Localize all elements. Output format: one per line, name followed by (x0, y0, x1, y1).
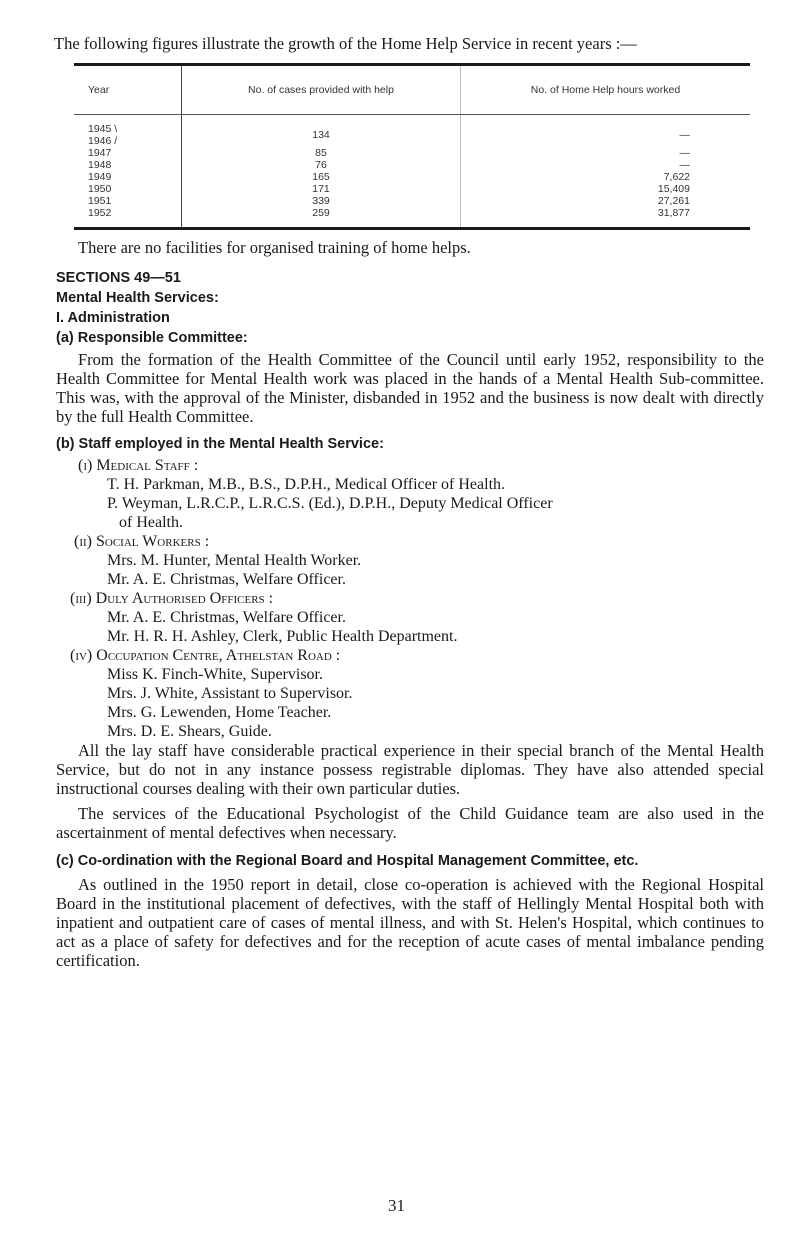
occupation-centre-label: (iv) Occupation Centre, Athelstan Road : (70, 647, 341, 664)
hours-cell: — (461, 147, 751, 159)
col-header-cases: No. of cases provided with help (182, 65, 461, 115)
staff-entry-cont: of Health. (119, 514, 183, 531)
cases-cell: 165 (182, 171, 461, 183)
year-cell: 1948 (88, 159, 112, 171)
year-cell (74, 115, 182, 148)
staff-entry: Mrs. J. White, Assistant to Supervisor. (107, 685, 353, 702)
year-cell: 1952 (88, 207, 112, 219)
cases-cell: 339 (182, 195, 461, 207)
staff-entry: Mr. A. E. Christmas, Welfare Officer. (107, 609, 346, 626)
staff-entry: Mrs. G. Lewenden, Home Teacher. (107, 704, 332, 721)
year-cell: 1951 (88, 195, 112, 207)
mental-health-heading: Mental Health Services: (56, 290, 219, 306)
col-header-year: Year (74, 65, 182, 115)
table-row (74, 159, 750, 171)
table-header-row (74, 65, 750, 115)
table-row (74, 115, 750, 148)
coordination-heading: (c) Co-ordination with the Regional Board and Hospital Management Committee, etc. (56, 853, 639, 869)
table-row (74, 195, 750, 207)
staff-list (44, 456, 764, 741)
social-workers-label: (ii) Social Workers : (74, 533, 210, 550)
staff-text-1: All the lay staff have considerable practical experience in their special branch of the Mental Health Service, but do not in any instance possess registrable diplomas. They have also attended special instructional courses dealing with their own particular duties. (56, 741, 764, 798)
year-b: 1946 / (88, 135, 118, 147)
intro-text: The following figures illustrate the growth of the Home Help Service in recent years :— (54, 34, 637, 53)
table-row (74, 171, 750, 183)
table-row (74, 147, 750, 159)
medical-staff-label: (i) Medical Staff : (78, 457, 199, 474)
col-header-hours: No. of Home Help hours worked (461, 65, 751, 115)
staff-entry: Mrs. D. E. Shears, Guide. (107, 723, 272, 740)
page-number: 31 (388, 1196, 405, 1215)
hours-cell: — (461, 159, 751, 171)
staff-entry: P. Weyman, L.R.C.P., L.R.C.S. (Ed.), D.P.H., Deputy Medical Officer (107, 495, 553, 512)
staff-entry: Mr. A. E. Christmas, Welfare Officer. (107, 571, 346, 588)
sections-heading: SECTIONS 49—51 (56, 270, 181, 286)
staff-entry: Miss K. Finch-White, Supervisor. (107, 666, 323, 683)
cases-cell: 76 (182, 159, 461, 171)
hours-cell: 7,622 (461, 171, 751, 183)
hours-cell: 27,261 (461, 195, 751, 207)
responsible-committee-text: From the formation of the Health Committee of the Council until early 1952, responsibility to the Health Committee for Mental Health work was placed in the hands of a Mental Health Sub-committee. This was, with the approval of the Minister, disbanded in 1952 and the business is now dealt with directly by the full Health Committee. (56, 350, 764, 426)
staff-entry: Mr. H. R. H. Ashley, Clerk, Public Health Department. (107, 628, 458, 645)
table-row (74, 207, 750, 229)
administration-heading: I. Administration (56, 310, 170, 326)
staff-heading: (b) Staff employed in the Mental Health Service: (56, 436, 384, 452)
staff-entry: T. H. Parkman, M.B., B.S., D.P.H., Medical Officer of Health. (107, 476, 506, 493)
duly-authorised-label: (iii) Duly Authorised Officers : (70, 590, 274, 607)
cases-cell: 85 (182, 147, 461, 159)
year-cell: 1949 (88, 171, 112, 183)
hours-cell: — (461, 115, 751, 148)
page (44, 34, 764, 976)
responsible-committee-heading: (a) Responsible Committee: (56, 330, 248, 346)
cases-cell: 259 (182, 207, 461, 229)
year-cell: 1947 (88, 147, 112, 159)
after-table-note: There are no facilities for organised training of home helps. (78, 238, 471, 257)
home-help-table (74, 63, 750, 230)
staff-entry: Mrs. M. Hunter, Mental Health Worker. (107, 552, 362, 569)
coordination-text: As outlined in the 1950 report in detail, close co-operation is achieved with the Regional Hospital Board in the institutional placement of defectives, with the staff of Hellingly Mental Hospital both with inpatient and outpatient care of cases of mental illness, and with St. Helen's Hospital, which continues to act as a place of safety for defectives and for the reception of acute cases of mental imbalance pending certification. (56, 875, 764, 970)
cases-cell: 171 (182, 183, 461, 195)
hours-cell: 31,877 (461, 207, 751, 229)
staff-text-2: The services of the Educational Psychologist of the Child Guidance team are also used in the ascertainment of mental defectives when necessary. (56, 804, 764, 842)
hours-cell: 15,409 (461, 183, 751, 195)
cases-cell: 134 (182, 115, 461, 148)
year-cell: 1950 (88, 183, 112, 195)
table-row (74, 183, 750, 195)
year-a: 1945 \ (88, 123, 118, 135)
